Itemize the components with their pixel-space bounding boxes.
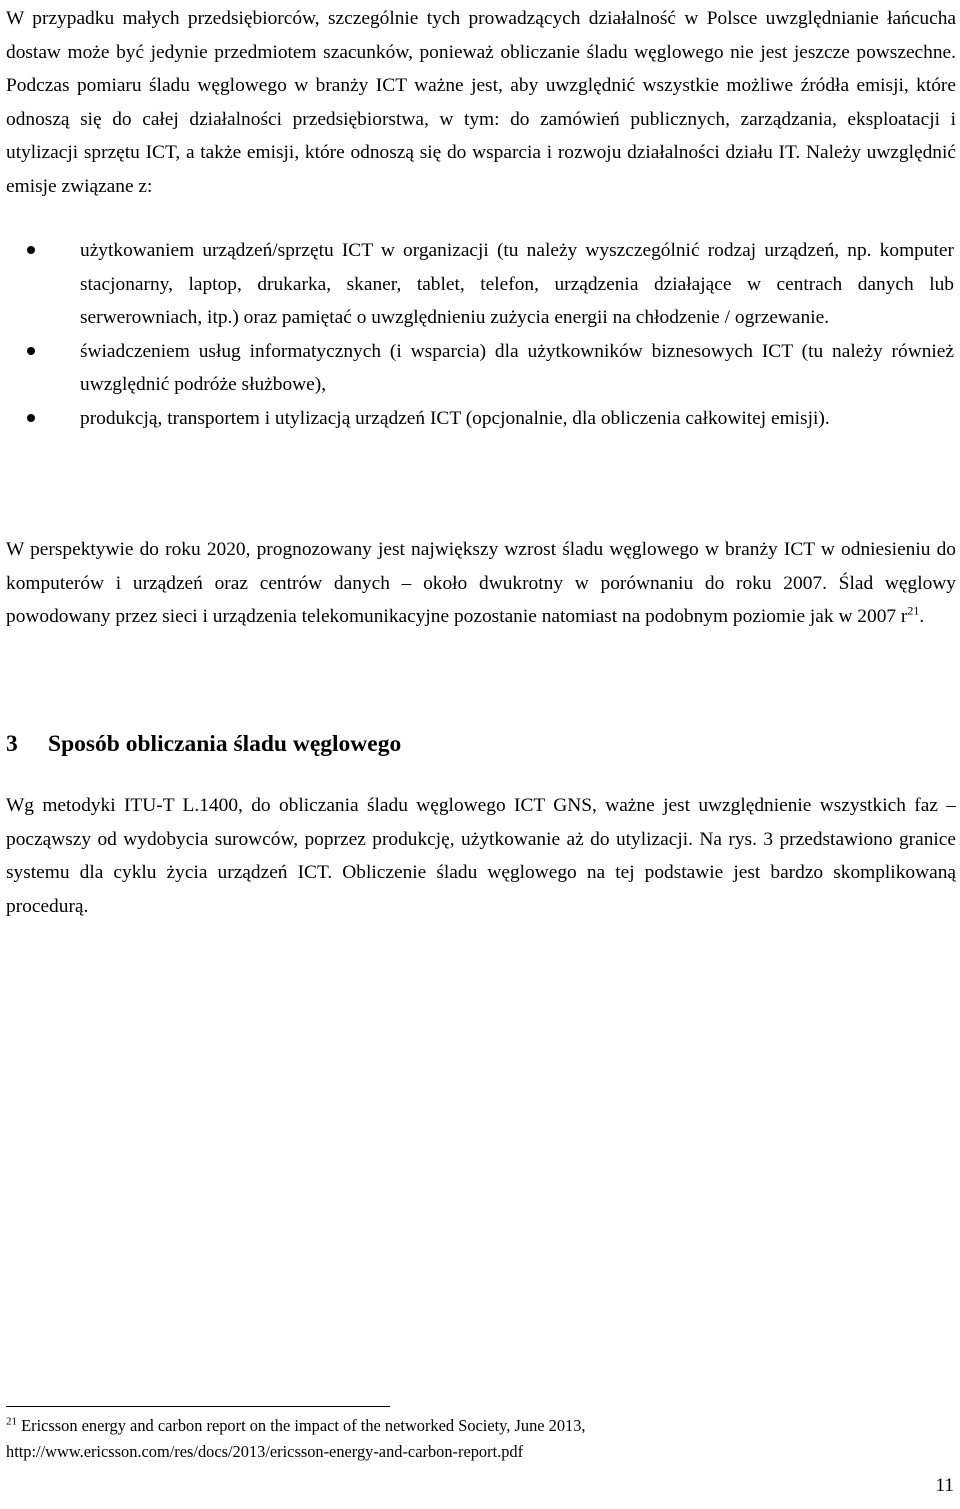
footnote-divider [6, 1406, 390, 1407]
list-item-text: użytkowaniem urządzeń/sprzętu ICT w organizacji (tu należy wyszczególnić rodzaj urządzeń, np. komputer stacjonarny, laptop, drukarka, skaner, tablet, telefon, urządzenia działające w centrach danych lub serwerowniach, itp.) oraz pamiętać o uwzględnieniu zużycia energii na chłodzenie / ogrzewanie. [80, 240, 954, 328]
footnote-text: Ericsson energy and carbon report on the impact of the networked Society, June 2013, [21, 1416, 586, 1435]
list-item-text: produkcją, transportem i utylizacją urządzeń ICT (opcjonalnie, dla obliczenia całkowitej emisji). [80, 407, 830, 429]
paragraph-text: W perspektywie do roku 2020, prognozowany jest największy wzrost śladu węglowego w branży ICT w odniesieniu do komputerów i urządzeń oraz centrów danych – około dwukrotny w porównaniu do roku 2007. Ślad węglowy powodowany przez sieci i urządzenia telekomunikacyjne pozostanie natomiast na podobnym poziomie jak w 2007 r [6, 539, 956, 627]
footnote-reference[interactable]: 21 [907, 603, 920, 618]
paragraph-end: . [919, 606, 925, 627]
list-item [0, 234, 954, 335]
footnote [6, 1413, 946, 1465]
section-heading [6, 726, 401, 762]
page-number: 11 [935, 1475, 954, 1496]
bullet-icon [27, 414, 35, 422]
list-item-text: świadczeniem usług informatycznych (i wsparcia) dla użytkowników biznesowych ICT (tu należy również uwzględnić podróże służbowe), [80, 340, 954, 395]
paragraph-methodology: Wg metodyki ITU-T L.1400, do obliczania śladu węglowego ICT GNS, ważne jest uwzględnienie wszystkich faz – począwszy od wydobycia surowców, poprzez produkcję, użytkowanie aż do utylizacji. Na rys. 3 przedstawiono granice systemu dla cyklu życia urządzeń ICT. Obliczenie śladu węglowego na tej podstawie jest bardzo skomplikowaną procedurą. [6, 795, 956, 917]
list-item [0, 402, 954, 436]
list-item [0, 335, 954, 402]
paragraph-forecast [6, 533, 956, 634]
section-title: Sposób obliczania śladu węglowego [48, 731, 402, 757]
footnote-number: 21 [6, 1415, 17, 1428]
paragraph-text: W przypadku małych przedsiębiorców, szczególnie tych prowadzących działalność w Polsce uwzględnianie łańcucha dostaw może być jedynie przedmiotem szacunków, ponieważ obliczanie śladu węglowego nie jest jeszcze powszechne. [6, 8, 956, 63]
bullet-icon [27, 347, 35, 355]
emission-sources-list [0, 234, 960, 435]
paragraph-text: Podczas pomiaru śladu węglowego w branży ICT ważne jest, aby uwzględnić wszystkie możliwe źródła emisji, które odnoszą się do całej działalności przedsiębiorstwa, w tym: do zamówień publicznych, zarządzania, eksploatacji i utylizacji sprzętu ICT, a także emisji, które odnoszą się do wsparcia i rozwoju działalności działu IT. Należy uwzględnić emisje związane z: [6, 75, 956, 197]
footnote-url[interactable]: http://www.ericsson.com/res/docs/2013/ericsson-energy-and-carbon-report.pdf [6, 1442, 524, 1461]
section-number: 3 [6, 731, 18, 757]
paragraph-supply-chain [6, 2, 956, 203]
bullet-icon [27, 246, 35, 254]
